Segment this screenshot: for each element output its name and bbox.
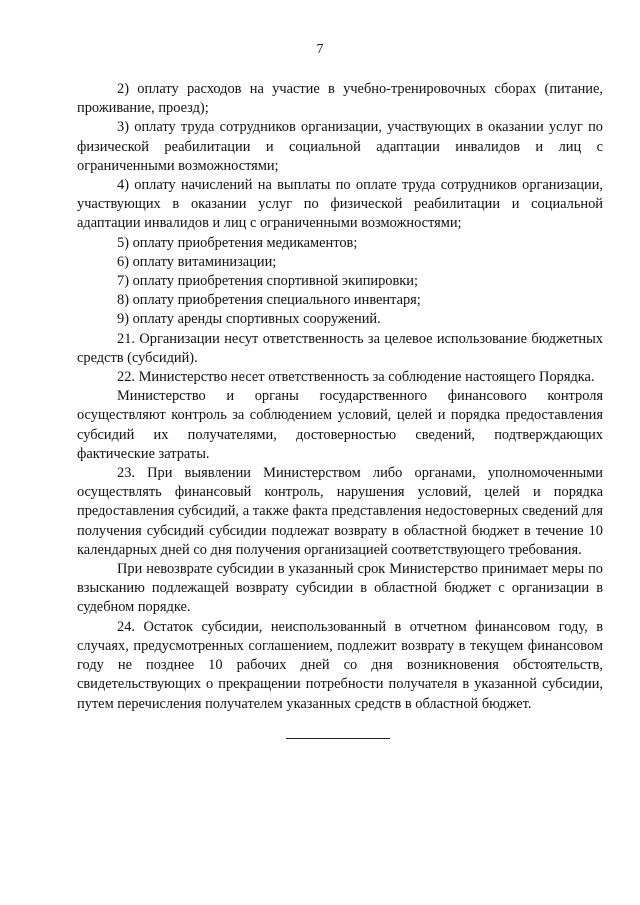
clause-24-balance-return: 24. Остаток субсидии, неиспользованный в отчетном финансовом году, в случаях, предусмотренных соглашением, подлежит возврату в текущем финансовом году не позднее 10 рабочих дней со дня возникновения обстоятельств, свидетельствующих о прекращении потребности получателя в указанной субсидии, путем перечисления получателем указанных средств в областной бюджет. <box>77 618 603 712</box>
clause-23-violations: 23. При выявлении Министерством либо органами, уполномоченными осуществлять финансовый контроль, нарушения условий, целей и порядка предоставления субсидий, а также факта представления недостоверных сведений для получения субсидий субсидии подлежат возврату в областной бюджет в течение 10 календарных дней со дня получения организацией соответствующего требования. <box>77 465 603 558</box>
item-5-medicines: 5) оплату приобретения медикаментов; <box>117 234 358 251</box>
clause-23-recovery: При невозврате субсидии в указанный срок Министерство принимает меры по взысканию подлежащей возврату субсидии в областной бюджет с организации в судебном порядке. <box>77 561 603 616</box>
clause-22-ministry-responsibility: 22. Министерство несет ответственность за соблюдение настоящего Порядка. <box>117 369 595 386</box>
item-6-vitamins: 6) оплату витаминизации; <box>117 253 277 270</box>
item-3-staff-salary: 3) оплату труда сотрудников организации, участвующих в оказании услуг по физической реабилитации и социальной адаптации инвалидов и лиц с ограниченными возможностями; <box>77 119 603 174</box>
item-8-special-inventory: 8) оплату приобретения специального инвентаря; <box>117 292 421 309</box>
item-9-facility-rent: 9) оплату аренды спортивных сооружений. <box>117 311 381 328</box>
item-4-salary-accruals: 4) оплату начислений на выплаты по оплате труда сотрудников организации, участвующих в оказании услуг по физической реабилитации и социальной адаптации инвалидов и лиц с ограниченными возможностями; <box>77 177 603 232</box>
document-body <box>77 80 603 714</box>
page-number: 7 <box>316 42 324 57</box>
end-of-document-rule <box>286 738 390 739</box>
clause-22-control: Министерство и органы государственного финансового контроля осуществляют контроль за соблюдением условий, целей и порядка предоставления субсидий их получателями, достоверностью сведений, подтверждающих фактические затраты. <box>77 388 603 462</box>
item-2-training-camps: 2) оплату расходов на участие в учебно-тренировочных сборах (питание, проживание, проезд); <box>77 81 603 117</box>
clause-21-responsibility: 21. Организации несут ответственность за целевое использование бюджетных средств (субсидий). <box>77 330 603 366</box>
item-7-sports-equipment: 7) оплату приобретения спортивной экипировки; <box>117 273 418 290</box>
